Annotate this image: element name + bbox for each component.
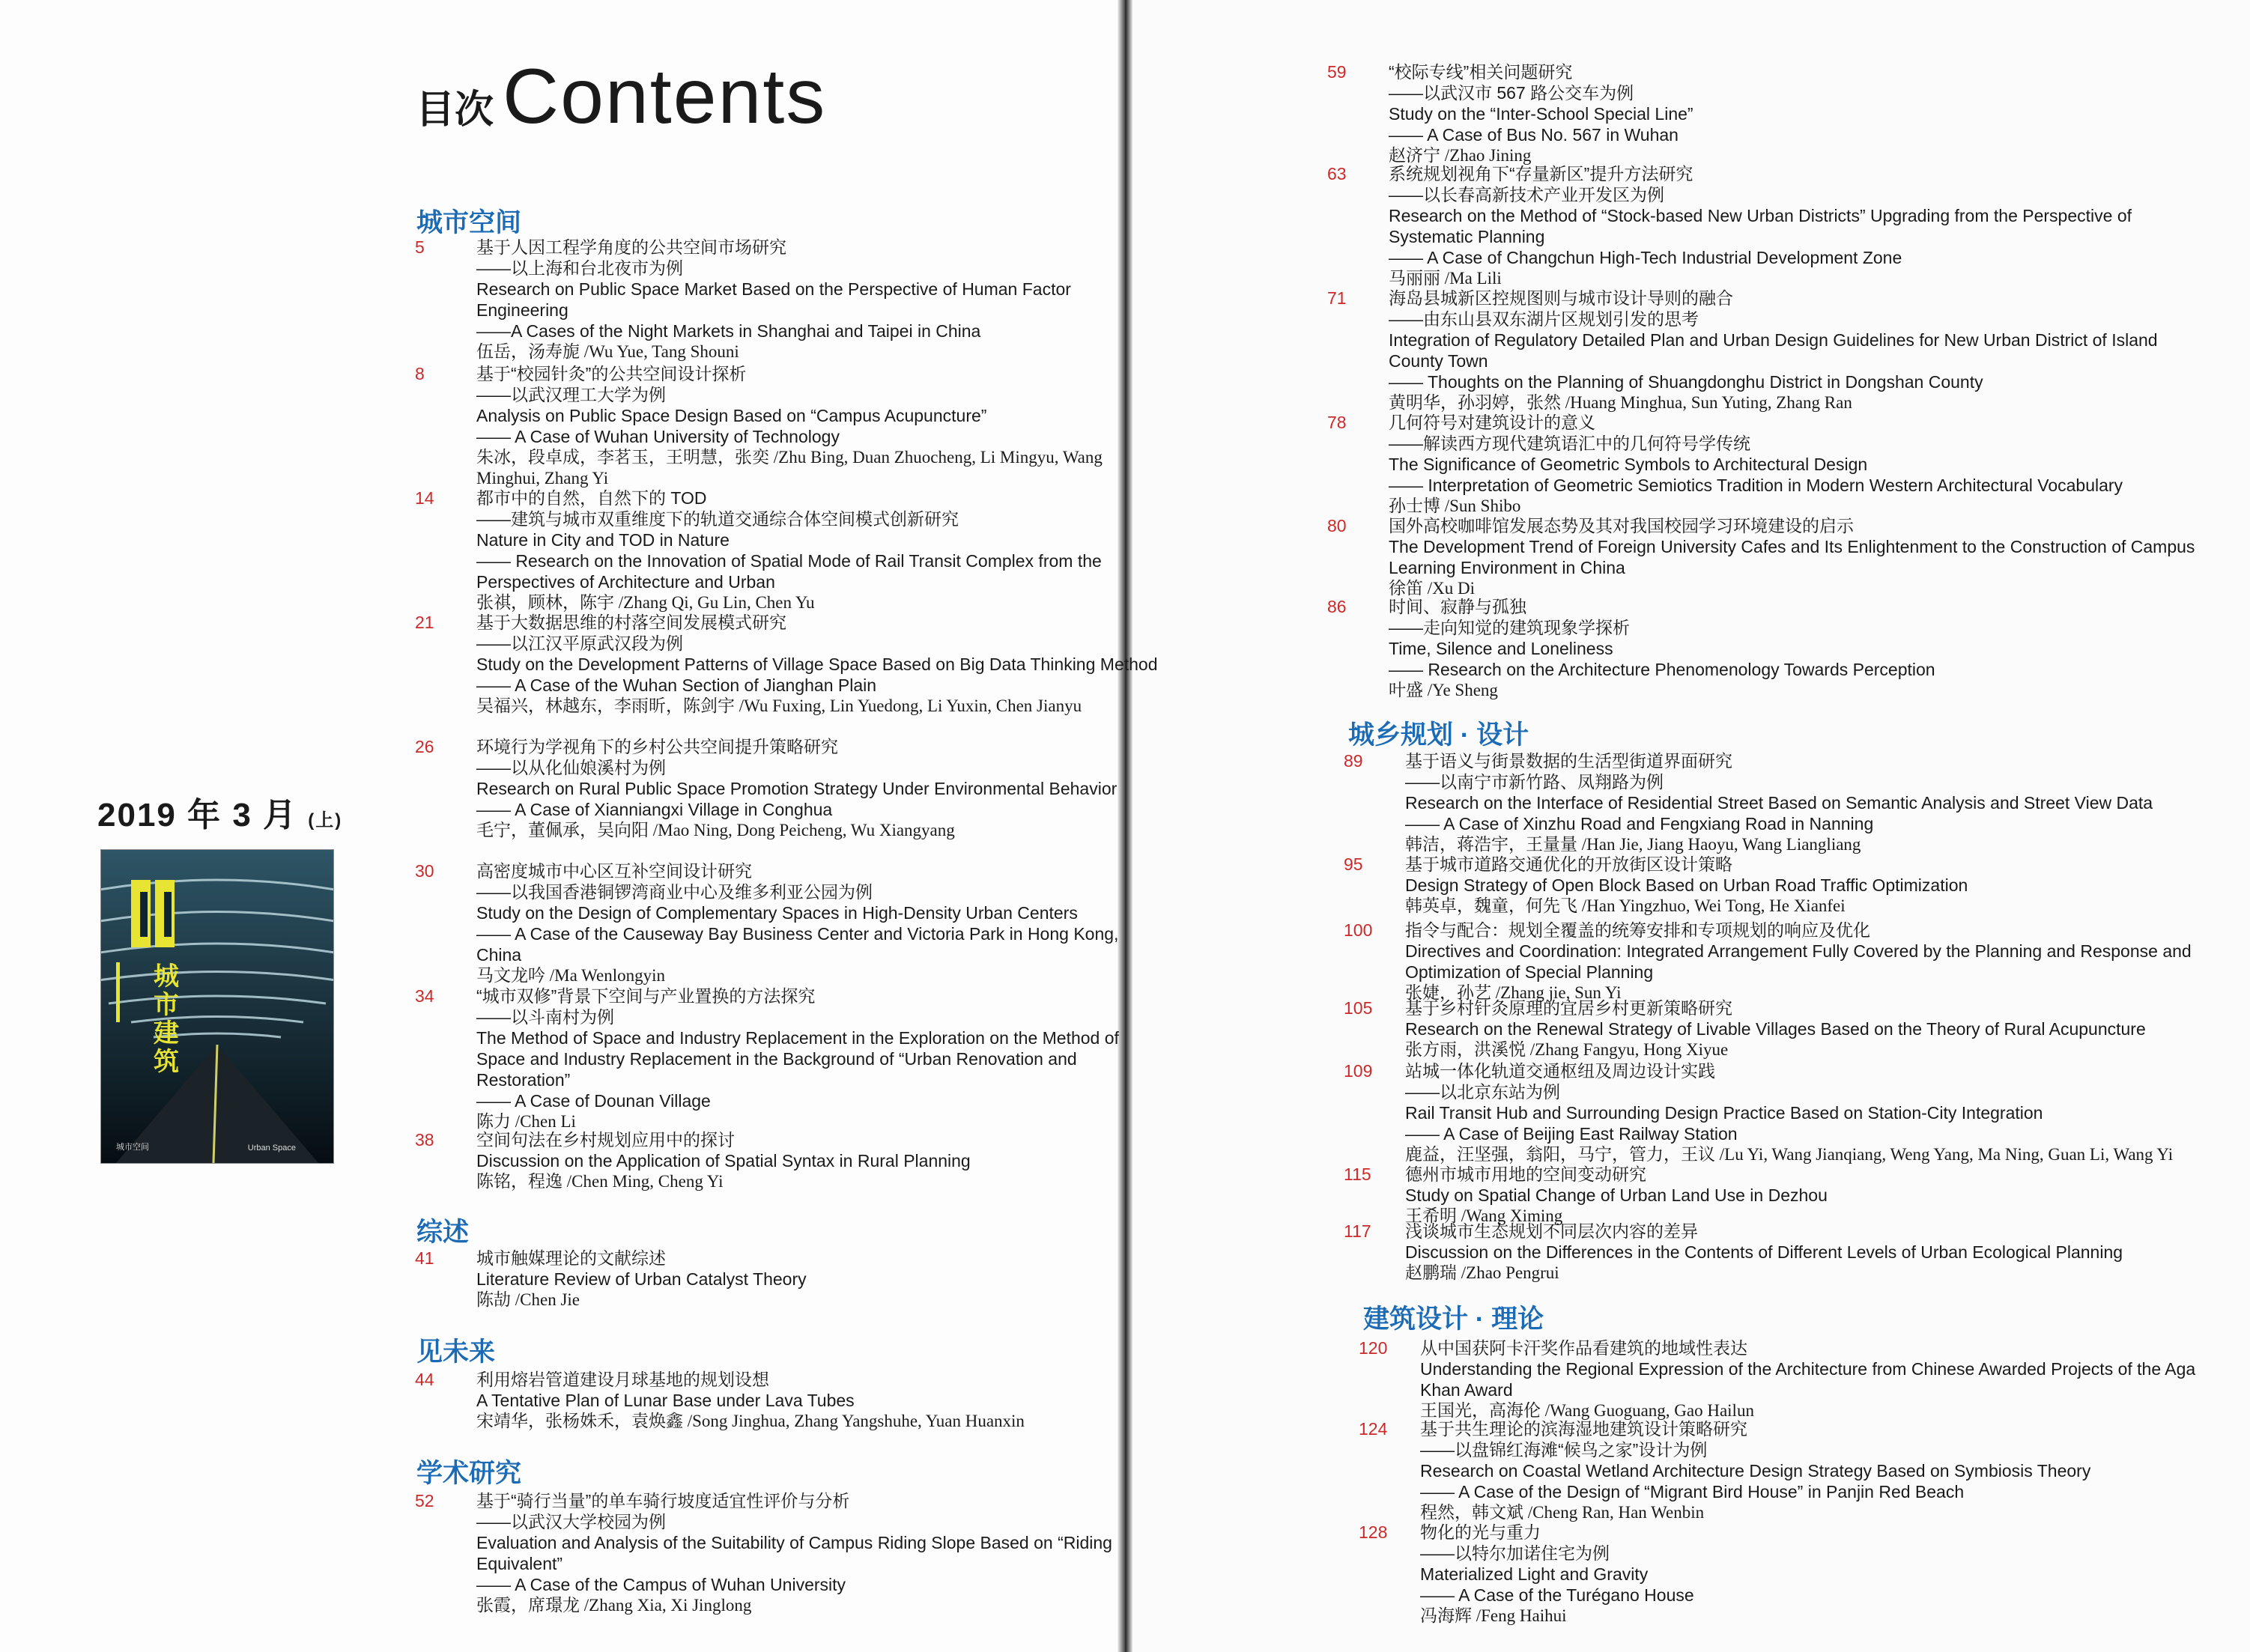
page-number: 38: [415, 1130, 434, 1150]
entry-line: Nature in City and TOD in Nature: [476, 530, 730, 550]
page-number: 78: [1327, 413, 1347, 432]
entry-line: Understanding the Regional Expression of the Architecture from Chinese Awarded Projects of the Aga Khan Award: [1420, 1359, 2196, 1400]
entry-line: Directives and Coordination: Integrated Arrangement Fully Covered by the Planning and Response and Optimization of Special Planning: [1405, 941, 2192, 982]
entry-line: —— A Case of the Turégano House: [1420, 1585, 1694, 1605]
toc-entry[interactable]: [1327, 515, 2198, 599]
title-en: Contents: [503, 53, 827, 140]
issue-date-text: 2019 年 3 月: [97, 797, 298, 833]
entry-line: Research on the Renewal Strategy of Livable Villages Based on the Theory of Rural Acupuncture: [1405, 1019, 2146, 1039]
cover-footer-right: Urban Space: [247, 1144, 296, 1153]
entry-authors: 吴福兴，林越东，李雨昕，陈剑宇 /Wu Fuxing, Lin Yuedong, Li Yuxin, Chen Jianyu: [476, 696, 1082, 715]
entry-authors: 张方雨，洪溪悦 /Zhang Fangyu, Hong Xiyue: [1405, 1040, 1729, 1059]
entry-line: Study on Spatial Change of Urban Land Use in Dezhou: [1405, 1185, 1828, 1205]
entry-line: —— A Case of the Wuhan Section of Jianghan Plain: [476, 675, 877, 695]
entry-title: 指令与配合：规划全覆盖的统筹安排和专项规划的响应及优化: [1405, 920, 1870, 940]
contents-title: [416, 52, 826, 142]
entry-title: 高密度城市中心区互补空间设计研究: [476, 861, 752, 881]
entry-line: Time, Silence and Loneliness: [1389, 639, 1613, 658]
toc-entry[interactable]: [1359, 1418, 2229, 1523]
entry-authors: 韩英卓，魏童，何先飞 /Han Yingzhuo, Wei Tong, He Xianfei: [1405, 896, 1846, 915]
entry-line: Study on the “Inter-School Special Line”: [1389, 104, 1693, 124]
page-number: 105: [1344, 998, 1373, 1018]
entry-title: 城市触媒理论的文献综述: [476, 1248, 666, 1268]
page-number: 41: [415, 1248, 434, 1268]
entry-authors: 宋靖华，张杨姝禾，袁焕鑫 /Song Jinghua, Zhang Yangshuhe, Yuan Huanxin: [476, 1412, 1025, 1430]
entry-line: Design Strategy of Open Block Based on Urban Road Traffic Optimization: [1405, 875, 1968, 895]
toc-entry[interactable]: [1344, 1164, 2214, 1227]
toc-entry[interactable]: [1344, 920, 2214, 1003]
entry-title: 利用熔岩管道建设月球基地的规划设想: [476, 1370, 769, 1389]
toc-entry[interactable]: [415, 986, 1165, 1132]
page-number: 86: [1327, 597, 1347, 616]
toc-entry[interactable]: [1344, 997, 2214, 1060]
entry-line: ——走向知觉的建筑现象学探析: [1389, 618, 1630, 637]
entry-line: Research on Rural Public Space Promotion Strategy Under Environmental Behavior: [476, 779, 1118, 798]
entry-title: 基于共生理论的滨海湿地建筑设计策略研究: [1420, 1419, 1747, 1439]
section-heading: 见未来: [416, 1337, 496, 1367]
section-heading: 学术研究: [416, 1459, 522, 1488]
entry-line: —— A Case of the Causeway Bay Business Center and Victoria Park in Hong Kong, China: [476, 924, 1119, 965]
entry-title: “城市双修”背景下空间与产业置换的方法探究: [476, 986, 816, 1006]
toc-entry[interactable]: [1344, 1221, 2214, 1284]
toc-entry[interactable]: [415, 488, 1165, 613]
entry-authors: 伍岳，汤寿旎 /Wu Yue, Tang Shouni: [476, 342, 739, 361]
toc-entry[interactable]: [415, 736, 1165, 841]
entry-title: 基于城市道路交通优化的开放街区设计策略: [1405, 854, 1732, 874]
entry-title: 空间句法在乡村规划应用中的探讨: [476, 1130, 735, 1150]
entry-line: —— A Case of Changchun High-Tech Industrial Development Zone: [1389, 248, 1902, 267]
entry-authors: 陈劼 /Chen Jie: [476, 1290, 580, 1309]
page-number: 117: [1344, 1221, 1371, 1241]
entry-authors: 孙士博 /Sun Shibo: [1389, 496, 1521, 515]
entry-title: 基于语义与街景数据的生活型街道界面研究: [1405, 751, 1732, 771]
entry-line: Materialized Light and Gravity: [1420, 1564, 1649, 1584]
page-number: 21: [415, 613, 434, 632]
page-number: 5: [415, 237, 425, 257]
entry-line: Research on the Interface of Residential Street Based on Semantic Analysis and Street View Data: [1405, 793, 2153, 813]
page-number: 30: [415, 861, 434, 881]
entry-authors: 程然，韩文斌 /Cheng Ran, Han Wenbin: [1420, 1503, 1705, 1522]
toc-entry[interactable]: [1344, 1060, 2214, 1165]
page-number: 63: [1327, 164, 1347, 183]
entry-title: 浅谈城市生态规划不同层次内容的差异: [1405, 1221, 1698, 1241]
entry-title: 国外高校咖啡馆发展态势及其对我国校园学习环境建设的启示: [1389, 516, 1854, 535]
cover-illustration: [101, 850, 333, 1163]
entry-line: —— A Case of Wuhan University of Technology: [476, 427, 840, 446]
entry-line: ——以长春高新技术产业开发区为例: [1389, 185, 1664, 204]
page-number: 89: [1344, 751, 1363, 771]
page-number: 44: [415, 1370, 434, 1389]
entry-line: The Method of Space and Industry Replacement in the Exploration on the Method of Space and Industry Replacement in the Background of “Urban Renovation and Restoration”: [476, 1028, 1119, 1090]
entry-title: 物化的光与重力: [1420, 1522, 1541, 1542]
entry-title: 基于“骑行当量”的单车骑行坡度适宜性评价与分析: [476, 1491, 850, 1510]
entry-line: Research on the Method of “Stock-based New Urban Districts” Upgrading from the Perspective of Systematic Planning: [1389, 206, 2132, 246]
entry-authors: 马丽丽 /Ma Lili: [1389, 269, 1502, 288]
entry-title: “校际专线”相关问题研究: [1389, 62, 1573, 82]
entry-line: A Tentative Plan of Lunar Base under Lava Tubes: [476, 1391, 855, 1410]
cover-logo: 城市建筑: [154, 962, 179, 1076]
page-number: 128: [1359, 1522, 1388, 1542]
toc-entry[interactable]: [415, 612, 1165, 717]
page-number: 8: [415, 364, 425, 383]
page-number: 120: [1359, 1338, 1388, 1358]
toc-entry[interactable]: [1344, 854, 2214, 917]
entry-line: The Significance of Geometric Symbols to Architectural Design: [1389, 455, 1868, 474]
entry-line: ——以我国香港铜锣湾商业中心及维多利亚公园为例: [476, 882, 873, 902]
entry-title: 时间、寂静与孤独: [1389, 597, 1526, 616]
entry-line: Analysis on Public Space Design Based on “Campus Acupuncture”: [476, 406, 987, 425]
entry-line: ——以武汉大学校园为例: [476, 1512, 666, 1531]
entry-title: 从中国获阿卡汗奖作品看建筑的地域性表达: [1420, 1338, 1747, 1358]
entry-line: ——以斗南村为例: [476, 1007, 614, 1027]
entry-title: 基于“校园针灸”的公共空间设计探析: [476, 364, 747, 383]
page-number: 26: [415, 737, 434, 756]
entry-authors: 陈铭，程逸 /Chen Ming, Cheng Yi: [476, 1172, 724, 1191]
entry-line: Study on the Development Patterns of Village Space Based on Big Data Thinking Method: [476, 655, 1158, 674]
toc-entry[interactable]: [1327, 412, 2198, 517]
entry-authors: 鹿益，汪坚强，翁阳，马宁，管力，王议 /Lu Yi, Wang Jianqiang, Weng Yang, Ma Ning, Guan Li, Wang Yi: [1405, 1145, 2174, 1164]
toc-entry[interactable]: [415, 1129, 1165, 1192]
toc-entry[interactable]: [1327, 61, 2198, 166]
entry-authors: 王国光，高海伦 /Wang Guoguang, Gao Hailun: [1420, 1401, 1754, 1420]
toc-entry[interactable]: [1327, 596, 2198, 701]
entry-line: —— Research on the Innovation of Spatial Mode of Rail Transit Complex from the Perspectives of Architecture and Urban: [476, 551, 1102, 592]
page-number: 124: [1359, 1419, 1388, 1439]
entry-line: ——由东山县双东湖片区规划引发的思考: [1389, 309, 1699, 329]
entry-authors: 张婕，孙艺 /Zhang jie, Sun Yi: [1405, 983, 1622, 1002]
entry-authors: 马文龙吟 /Ma Wenlongyin: [476, 966, 665, 985]
entry-authors: 赵鹏瑞 /Zhao Pengrui: [1405, 1263, 1559, 1282]
entry-line: —— A Case of Xianniangxi Village in Conghua: [476, 800, 833, 819]
entry-title: 德州市城市用地的空间变动研究: [1405, 1164, 1646, 1184]
cover-footer-left: 城市空间: [116, 1143, 149, 1152]
entry-line: Study on the Design of Complementary Spaces in High-Density Urban Centers: [476, 903, 1078, 923]
entry-authors: 朱冰，段卓成，李茗玉，王明慧，张奕 /Zhu Bing, Duan Zhuocheng, Li Mingyu, Wang Minghui, Zhang Yi: [476, 448, 1103, 488]
issue-date: [97, 788, 342, 836]
entry-line: —— A Case of Beijing East Railway Station: [1405, 1124, 1738, 1144]
entry-line: Rail Transit Hub and Surrounding Design Practice Based on Station-City Integration: [1405, 1103, 2043, 1123]
page-number: 115: [1344, 1164, 1371, 1184]
entry-authors: 毛宁，董佩承，吴向阳 /Mao Ning, Dong Peicheng, Wu Xiangyang: [476, 821, 955, 839]
page-number: 95: [1344, 854, 1363, 874]
issue-part: (上): [308, 810, 343, 830]
entry-title: 基于乡村针灸原理的宜居乡村更新策略研究: [1405, 998, 1732, 1018]
title-zh: 目次: [416, 88, 494, 132]
entry-line: ——以从化仙娘溪村为例: [476, 758, 666, 777]
entry-title: 海岛县城新区控规图则与城市设计导则的融合: [1389, 288, 1733, 308]
page-number: 80: [1327, 516, 1347, 535]
entry-authors: 黄明华，孙羽婷，张然 /Huang Minghua, Sun Yuting, Zhang Ran: [1389, 393, 1852, 412]
entry-line: ——以武汉理工大学为例: [476, 385, 666, 404]
section-heading: 建筑设计 · 理论: [1363, 1305, 1544, 1334]
section-heading: 城乡规划 · 设计: [1348, 720, 1529, 750]
entry-line: ——建筑与城市双重维度下的轨道交通综合体空间模式创新研究: [476, 509, 959, 529]
entry-line: Research on Coastal Wetland Architecture Design Strategy Based on Symbiosis Theory: [1420, 1461, 2091, 1481]
section-heading: 综述: [416, 1218, 470, 1247]
entry-line: ——以北京东站为例: [1405, 1082, 1560, 1102]
entry-title: 站城一体化轨道交通枢纽及周边设计实践: [1405, 1061, 1715, 1081]
entry-authors: 陈力 /Chen Li: [476, 1112, 576, 1131]
entry-line: ——以盘锦红海滩“候鸟之家”设计为例: [1420, 1440, 1708, 1460]
entry-line: ——以南宁市新竹路、凤翔路为例: [1405, 772, 1664, 792]
page-number: 71: [1327, 288, 1347, 308]
entry-line: —— A Case of Bus No. 567 in Wuhan: [1389, 125, 1679, 145]
entry-authors: 冯海辉 /Feng Haihui: [1420, 1606, 1567, 1625]
cover-thumbnail: [100, 849, 334, 1164]
toc-entry[interactable]: [415, 1369, 1165, 1432]
entry-line: ——以上海和台北夜市为例: [476, 258, 683, 278]
toc-entry[interactable]: [1359, 1522, 2229, 1627]
entry-authors: 王希明 /Wang Ximing: [1405, 1206, 1563, 1225]
entry-line: —— A Case of Dounan Village: [476, 1091, 711, 1111]
toc-entry[interactable]: [1359, 1337, 2229, 1421]
toc-entry[interactable]: [1327, 288, 2198, 413]
entry-title: 都市中的自然，自然下的 TOD: [476, 488, 707, 508]
toc-entry[interactable]: [415, 860, 1165, 986]
entry-line: ——A Cases of the Night Markets in Shanghai and Taipei in China: [476, 321, 981, 341]
entry-authors: 赵济宁 /Zhao Jining: [1389, 146, 1532, 165]
page-number: 109: [1344, 1061, 1373, 1081]
toc-entry[interactable]: [1327, 163, 2198, 289]
entry-line: Integration of Regulatory Detailed Plan and Urban Design Guidelines for New Urban District of Island County Town: [1389, 330, 2158, 371]
entry-line: Discussion on the Differences in the Contents of Different Levels of Urban Ecological Planning: [1405, 1242, 2123, 1262]
entry-line: Research on Public Space Market Based on the Perspective of Human Factor Engineering: [476, 279, 1071, 320]
entry-line: ——以江汉平原武汉段为例: [476, 634, 683, 653]
toc-entry[interactable]: [415, 1490, 1165, 1616]
entry-title: 几何符号对建筑设计的意义: [1389, 413, 1595, 432]
entry-line: ——解读西方现代建筑语汇中的几何符号学传统: [1389, 434, 1750, 453]
entry-line: —— A Case of Xinzhu Road and Fengxiang Road in Nanning: [1405, 814, 1874, 833]
entry-line: Discussion on the Application of Spatial Syntax in Rural Planning: [476, 1151, 971, 1170]
entry-title: 环境行为学视角下的乡村公共空间提升策略研究: [476, 737, 838, 756]
entry-line: The Development Trend of Foreign University Cafes and Its Enlightenment to the Construction of Campus Learning Environment in China: [1389, 537, 2195, 577]
entry-line: Evaluation and Analysis of the Suitability of Campus Riding Slope Based on “Riding Equivalent”: [476, 1533, 1112, 1573]
entry-line: ——以武汉市 567 路公交车为例: [1389, 83, 1634, 103]
toc-entry[interactable]: [415, 363, 1165, 489]
entry-authors: 韩洁，蒋浩宇，王量量 /Han Jie, Jiang Haoyu, Wang Liangliang: [1405, 835, 1861, 854]
toc-entry[interactable]: [1344, 750, 2214, 855]
page-number: 34: [415, 986, 434, 1006]
entry-line: —— A Case of the Campus of Wuhan University: [476, 1575, 846, 1594]
entry-line: —— Research on the Architecture Phenomenology Towards Perception: [1389, 660, 1935, 679]
page-number: 52: [415, 1491, 434, 1510]
toc-entry[interactable]: [415, 237, 1165, 362]
page-number: 100: [1344, 920, 1373, 940]
entry-title: 基于大数据思维的村落空间发展模式研究: [476, 613, 786, 632]
entry-line: —— A Case of the Design of “Migrant Bird House” in Panjin Red Beach: [1420, 1482, 1965, 1501]
entry-line: ——以特尔加诺住宅为例: [1420, 1543, 1610, 1563]
section-heading: 城市空间: [416, 208, 522, 237]
entry-authors: 张祺，顾林，陈宇 /Zhang Qi, Gu Lin, Chen Yu: [476, 593, 815, 612]
entry-line: —— Thoughts on the Planning of Shuangdonghu District in Dongshan County: [1389, 372, 1983, 392]
page-number: 59: [1327, 62, 1347, 82]
entry-authors: 叶盛 /Ye Sheng: [1389, 681, 1498, 699]
entry-line: —— Interpretation of Geometric Semiotics Tradition in Modern Western Architectural Vocabulary: [1389, 476, 2123, 495]
entry-authors: 张霞，席璟龙 /Zhang Xia, Xi Jinglong: [476, 1596, 752, 1615]
toc-entry[interactable]: [415, 1248, 1165, 1311]
entry-title: 基于人因工程学角度的公共空间市场研究: [476, 237, 786, 257]
page-number: 14: [415, 488, 434, 508]
entry-authors: 徐笛 /Xu Di: [1389, 579, 1475, 598]
entry-line: Literature Review of Urban Catalyst Theory: [476, 1269, 807, 1289]
entry-title: 系统规划视角下“存量新区”提升方法研究: [1389, 164, 1693, 183]
